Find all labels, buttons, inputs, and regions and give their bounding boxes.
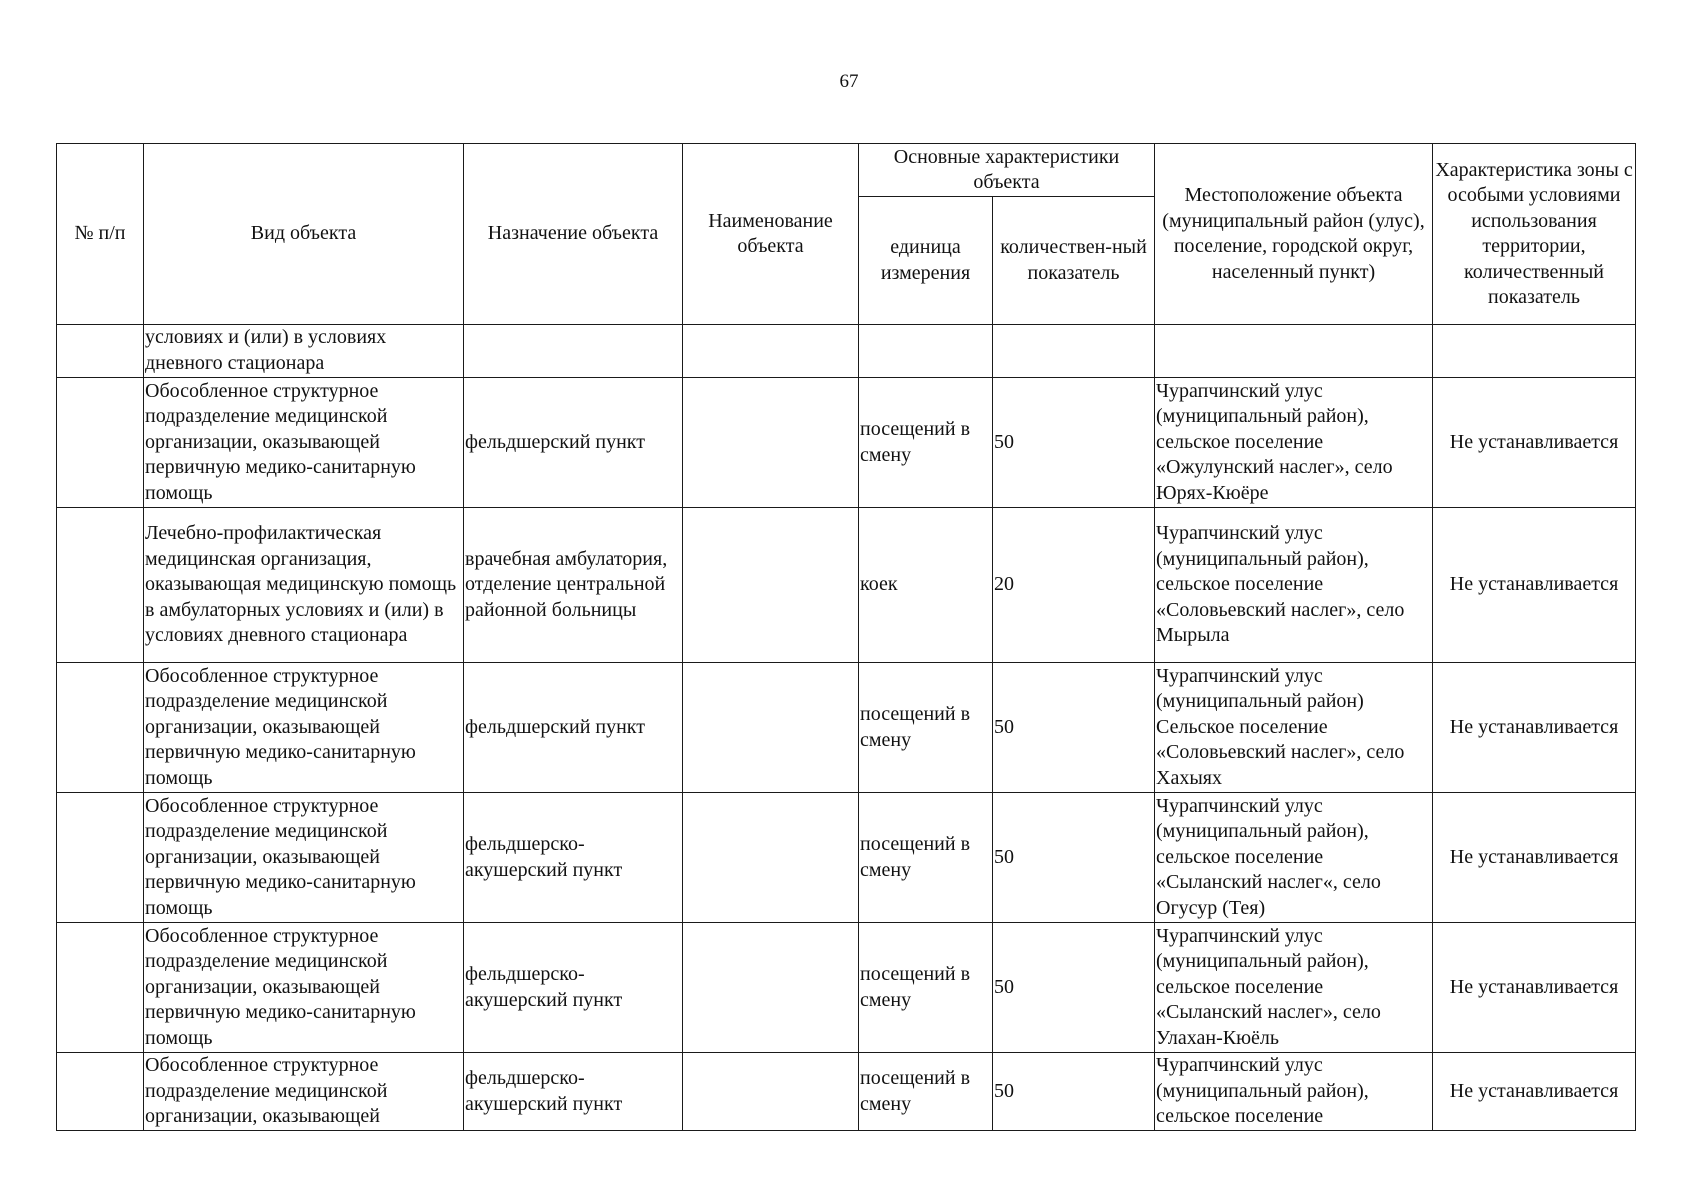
cell-object-name xyxy=(683,325,859,378)
cell-object-type: Обособленное структурное подразделение медицинской организации, оказывающей первичную медико-санитарную помощь xyxy=(144,378,464,508)
cell-num xyxy=(57,923,144,1053)
cell-quantity: 50 xyxy=(993,1053,1155,1131)
cell-unit xyxy=(859,325,993,378)
cell-location: Чурапчинский улус (муниципальный район), сельское поселение «Ожулунский наслег», село Юрях-Кюёрe xyxy=(1155,378,1433,508)
cell-object-purpose: фельдшерско-акушерский пункт xyxy=(464,923,683,1053)
cell-unit: посещений в смену xyxy=(859,793,993,923)
cell-zone: Не устанавливается xyxy=(1433,663,1636,793)
cell-object-type: Лечебно-профилактическая медицинская организация, оказывающая медицинскую помощь в амбулаторных условиях и (или) в условиях дневного стационара xyxy=(144,508,464,663)
header-object-type: Вид объекта xyxy=(144,144,464,325)
header-main-characteristics: Основные характеристики объекта xyxy=(859,144,1155,197)
cell-unit: посещений в смену xyxy=(859,923,993,1053)
header-object-purpose: Назначение объекта xyxy=(464,144,683,325)
cell-num xyxy=(57,793,144,923)
table-row xyxy=(57,325,1636,378)
cell-object-type: условиях и (или) в условиях дневного стационара xyxy=(144,325,464,378)
cell-zone: Не устанавливается xyxy=(1433,1053,1636,1131)
cell-object-name xyxy=(683,378,859,508)
cell-quantity: 20 xyxy=(993,508,1155,663)
cell-num xyxy=(57,378,144,508)
header-unit: единица измерения xyxy=(859,197,993,325)
header-num: № п/п xyxy=(57,144,144,325)
table-row xyxy=(57,923,1636,1053)
cell-object-purpose: фельдшерско-акушерский пункт xyxy=(464,1053,683,1131)
cell-num xyxy=(57,663,144,793)
cell-object-name xyxy=(683,923,859,1053)
cell-unit: посещений в смену xyxy=(859,663,993,793)
cell-location: Чурапчинский улус (муниципальный район), сельское поселение «Сыланский наслег», село Улахан-Кюёль xyxy=(1155,923,1433,1053)
cell-quantity: 50 xyxy=(993,663,1155,793)
cell-quantity: 50 xyxy=(993,378,1155,508)
header-special-zone: Характеристика зоны с особыми условиями использования территории, количественный показатель xyxy=(1433,144,1636,325)
cell-num xyxy=(57,325,144,378)
page-number: 67 xyxy=(839,71,859,92)
cell-zone: Не устанавливается xyxy=(1433,508,1636,663)
cell-unit: коек xyxy=(859,508,993,663)
table-row xyxy=(57,1053,1636,1131)
cell-num xyxy=(57,1053,144,1131)
objects-table xyxy=(56,143,1636,1131)
cell-object-name xyxy=(683,1053,859,1131)
cell-zone: Не устанавливается xyxy=(1433,793,1636,923)
cell-object-type: Обособленное структурное подразделение медицинской организации, оказывающей первичную медико-санитарную помощь xyxy=(144,793,464,923)
table-row xyxy=(57,508,1636,663)
cell-object-purpose: врачебная амбулатория, отделение центральной районной больницы xyxy=(464,508,683,663)
header-object-name: Наименование объекта xyxy=(683,144,859,325)
cell-object-purpose: фельдшерский пункт xyxy=(464,663,683,793)
cell-location: Чурапчинский улус (муниципальный район) Сельское поселение «Соловьевский наслег», село Хахыях xyxy=(1155,663,1433,793)
cell-object-purpose: фельдшерский пункт xyxy=(464,378,683,508)
cell-object-name xyxy=(683,508,859,663)
cell-object-purpose: фельдшерско-акушерский пункт xyxy=(464,793,683,923)
cell-unit: посещений в смену xyxy=(859,1053,993,1131)
cell-location xyxy=(1155,325,1433,378)
cell-zone: Не устанавливается xyxy=(1433,923,1636,1053)
cell-quantity: 50 xyxy=(993,923,1155,1053)
cell-object-type: Обособленное структурное подразделение медицинской организации, оказывающей xyxy=(144,1053,464,1131)
cell-object-name xyxy=(683,793,859,923)
cell-object-name xyxy=(683,663,859,793)
cell-zone: Не устанавливается xyxy=(1433,378,1636,508)
cell-location: Чурапчинский улус (муниципальный район), сельское поселение xyxy=(1155,1053,1433,1131)
cell-object-type: Обособленное структурное подразделение медицинской организации, оказывающей первичную медико-санитарную помощь xyxy=(144,663,464,793)
table-row xyxy=(57,663,1636,793)
cell-quantity xyxy=(993,325,1155,378)
cell-location: Чурапчинский улус (муниципальный район), сельское поселение «Соловьевский наслег», село Мырыла xyxy=(1155,508,1433,663)
cell-num xyxy=(57,508,144,663)
cell-zone xyxy=(1433,325,1636,378)
cell-location: Чурапчинский улус (муниципальный район), сельское поселение «Сыланский наслег«, село Огусур (Тея) xyxy=(1155,793,1433,923)
cell-quantity: 50 xyxy=(993,793,1155,923)
header-quantity: количествен-ный показатель xyxy=(993,197,1155,325)
cell-object-purpose xyxy=(464,325,683,378)
cell-object-type: Обособленное структурное подразделение медицинской организации, оказывающей первичную медико-санитарную помощь xyxy=(144,923,464,1053)
header-object-location: Местоположение объекта (муниципальный район (улус), поселение, городской округ, населенный пункт) xyxy=(1155,144,1433,325)
table-row xyxy=(57,793,1636,923)
cell-unit: посещений в смену xyxy=(859,378,993,508)
table-row xyxy=(57,378,1636,508)
